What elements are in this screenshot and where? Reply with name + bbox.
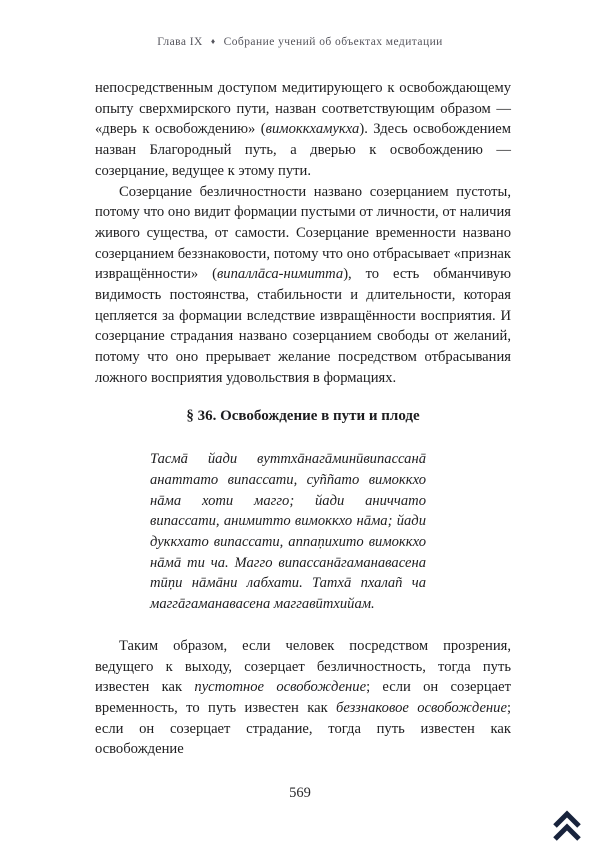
paragraph [95,182,511,389]
text-segment: ; если он созерцает временность, то путь известен как [95,679,511,716]
chapter-title: Собрание учений об объектах медитации [223,36,443,48]
italic-term: вимоккхамукха [265,121,360,138]
scroll-to-top-button[interactable] [548,806,586,844]
italic-term: беззнаковое освобождение [336,699,507,716]
text-segment: Созерцание безличностности названо созерцанием пустоты, потому что оно видит формации пустыми от личности, от наличия живого существа, от самости. Созерцание временности названо созерцанием беззнаковости, потому что оно отбрасывает «признак извращённости» ( [95,183,511,283]
italic-term: випаллāса-нимитта [216,266,344,283]
diamond-separator-icon: ♦ [210,36,216,46]
italic-term: пустотное освобождение [194,679,367,696]
paragraph [95,636,511,760]
text-segment: ). Здесь освобождением назван Благородный путь, а дверью к освобождению — созерцание, ведущее к этому пути. [95,121,511,179]
italic-term: Тасмā йади вуттхāнагāминӣвипассанā анаттато випассати, суññато вимоккхо нāма хоти магго; йади аниччато випассати, анимитто вимоккхо нāма; йади дуккхато випассати, аппаṇихито вимоккхо нāмā ти ча. Магго випассанāгаманавасена тӣṇи нāмāни лабхати. Татхā пхалañ ча маггāгаманавасена маггавӣтхийам. [150,451,426,613]
page-number: 569 [289,785,311,801]
paragraph [95,78,511,182]
section-heading: § 36. Освобождение в пути и плоде [186,407,420,424]
text-segment: непосредственным доступом медитирующего к освобождающему опыту сверхмирского пути, назван соответствующим образом — «дверь к освобождению» ( [95,80,511,138]
pali-quote [150,449,426,615]
text-segment: Таким образом, если человек посредством прозрения, ведущего к выходу, созерцает безличностность, тогда путь известен как [95,637,511,696]
text-segment: ), то есть обманчивую видимость постоянства, стабильности и длительности, которая цепляется за формации вследствие извращённости восприятия. И созерцание страдания названо созерцанием свободы от желаний, потому что оно прерывает желание посредством отбрасывания ложного восприятия удовольствия в формациях. [95,266,511,386]
page-body [95,78,511,760]
chevron-double-up-icon [551,809,583,841]
running-header [0,36,600,48]
text-segment: ; если он созерцает страдание, тогда путь известен как освобождение [95,699,512,758]
chapter-label: Глава IX [157,36,203,48]
